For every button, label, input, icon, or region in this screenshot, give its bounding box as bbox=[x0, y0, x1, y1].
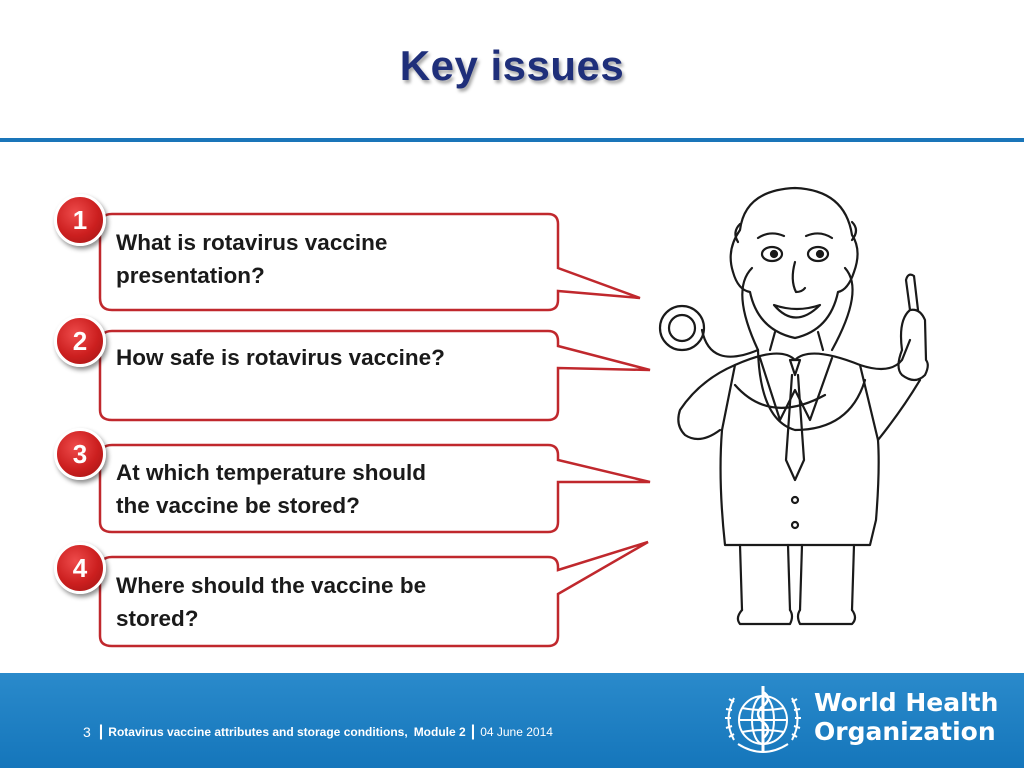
module-label: Module 2 bbox=[413, 725, 466, 739]
issue-1-line-1: What is rotavirus vaccine bbox=[116, 230, 388, 255]
footer-caption bbox=[83, 722, 553, 742]
slide-title: Key issues bbox=[399, 42, 625, 89]
issue-4-line-2: stored? bbox=[116, 606, 199, 631]
issue-3-badge: 3 bbox=[54, 428, 106, 480]
issue-2-line-1: How safe is rotavirus vaccine? bbox=[116, 345, 445, 370]
page-number: 3 bbox=[83, 724, 91, 740]
issue-1-badge: 1 bbox=[54, 194, 106, 246]
footer-separator: | bbox=[470, 723, 476, 740]
who-wordmark-line-1: World Health bbox=[814, 688, 999, 717]
who-emblem-icon bbox=[718, 680, 808, 762]
issue-4-line-1: Where should the vaccine be bbox=[116, 573, 427, 598]
issue-1-line-2: presentation? bbox=[116, 263, 265, 288]
doctor-illustration-icon bbox=[640, 180, 960, 630]
module-title: Rotavirus vaccine attributes and storage conditions, bbox=[108, 725, 408, 739]
issue-4-text bbox=[116, 569, 536, 635]
issue-3-text bbox=[116, 456, 536, 522]
footer-date: 04 June 2014 bbox=[480, 725, 553, 739]
issue-3-line-1: At which temperature should bbox=[116, 460, 427, 485]
who-wordmark-line-2: Organization bbox=[814, 717, 996, 746]
who-wordmark bbox=[814, 688, 998, 746]
footer-separator: | bbox=[98, 723, 104, 740]
issue-2-text bbox=[116, 341, 536, 374]
issue-1-text bbox=[116, 226, 536, 292]
issue-2-badge: 2 bbox=[54, 315, 106, 367]
issue-3-line-2: the vaccine be stored? bbox=[116, 493, 360, 518]
issue-4-badge: 4 bbox=[54, 542, 106, 594]
